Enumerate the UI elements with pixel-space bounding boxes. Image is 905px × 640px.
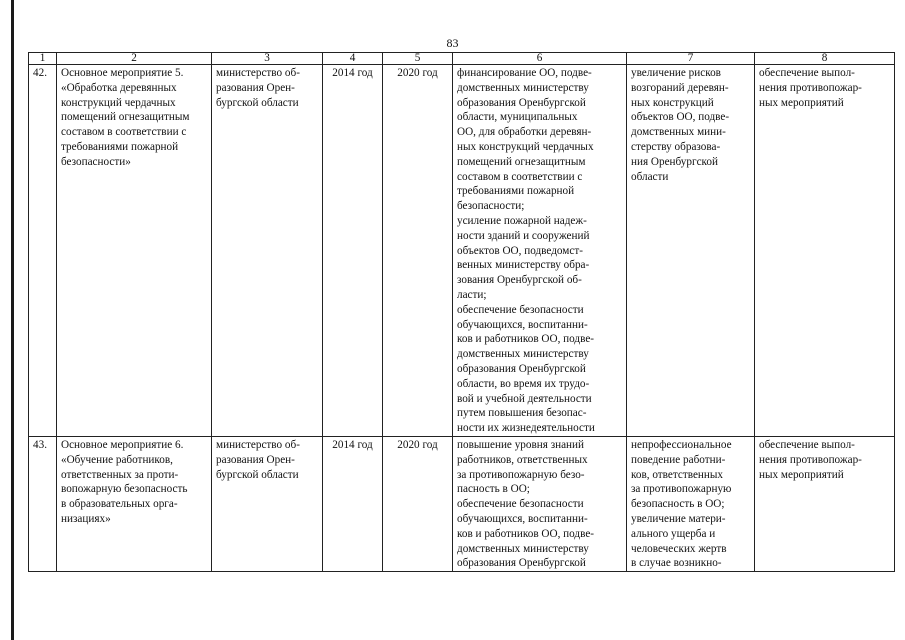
expected-results-cell	[453, 437, 627, 572]
expected-results-cell-line: путем повышения безопас-	[457, 407, 587, 420]
consequences-cell-line: поведение работни-	[631, 453, 726, 466]
consequences-cell-line: ния Оренбургской	[631, 155, 718, 168]
executor-cell	[212, 437, 323, 572]
expected-results-cell-line: ков и работников ОО, подве-	[457, 333, 595, 346]
measure-name-cell-line: в образовательных орга-	[61, 498, 178, 511]
expected-results-cell-line: обеспечение безопасности	[457, 303, 584, 316]
measure-name-cell-line: составом в соответствии с	[61, 126, 187, 139]
executor-cell-line: разования Орен-	[216, 81, 295, 94]
row-number-cell: 42.	[29, 65, 57, 437]
expected-results-cell-line: образования Оренбургской	[457, 96, 586, 109]
expected-results-cell-line: работников, ответственных	[457, 453, 588, 466]
measure-name-cell-line: низациях»	[61, 512, 111, 525]
executor-cell-line: бургской области	[216, 468, 299, 481]
relation-cell-line: ных мероприятий	[759, 96, 844, 109]
consequences-cell-line: ков, ответственных	[631, 468, 724, 481]
expected-results-cell-line: ности их жизнедеятельности	[457, 422, 595, 435]
expected-results-cell-line: обучающихся, воспитанни-	[457, 512, 588, 525]
end-year-cell: 2020 год	[383, 437, 453, 572]
relation-cell-line: нения противопожар-	[759, 81, 862, 94]
executor-cell	[212, 65, 323, 437]
expected-results-cell-line: домственных министерству	[457, 542, 589, 555]
column-number: 8	[755, 53, 895, 65]
expected-results-cell-line: требованиями пожарной	[457, 185, 575, 198]
consequences-cell	[627, 65, 755, 437]
column-number: 1	[29, 53, 57, 65]
consequences-cell-line: непрофессиональное	[631, 439, 732, 451]
relation-cell-line: обеспечение выпол-	[759, 67, 855, 79]
column-number: 6	[453, 53, 627, 65]
expected-results-cell-line: ласти;	[457, 288, 487, 301]
start-year-cell: 2014 год	[323, 65, 383, 437]
expected-results-cell-line: образования Оренбургской	[457, 362, 586, 375]
expected-results-cell-line: области, муниципальных	[457, 111, 578, 124]
expected-results-cell-line: составом в соответствии с	[457, 170, 583, 183]
consequences-cell-line: увеличение матери-	[631, 512, 726, 525]
expected-results-cell-line: помещений огнезащитным	[457, 155, 586, 168]
expected-results-cell	[453, 65, 627, 437]
measure-name-cell-line: безопасности»	[61, 155, 131, 168]
consequences-cell-line: ных конструкций	[631, 96, 714, 109]
expected-results-cell-line: домственных министерству	[457, 81, 589, 94]
measure-name-cell-line: «Обработка деревянных	[61, 81, 177, 94]
consequences-cell-line: безопасность в ОО;	[631, 498, 725, 511]
expected-results-cell-line: ности зданий и сооружений	[457, 229, 590, 242]
table-row	[29, 65, 895, 437]
expected-results-cell-line: домственных министерству	[457, 348, 589, 361]
relation-cell	[755, 437, 895, 572]
executor-cell-line: министерство об-	[216, 67, 300, 79]
relation-cell-line: обеспечение выпол-	[759, 439, 855, 451]
measure-name-cell-line: помещений огнезащитным	[61, 111, 190, 124]
expected-results-cell-line: образования Оренбургской	[457, 557, 586, 570]
expected-results-cell-line: ков и работников ОО, подве-	[457, 527, 595, 540]
column-number: 4	[323, 53, 383, 65]
end-year-cell: 2020 год	[383, 65, 453, 437]
row-number-cell: 43.	[29, 437, 57, 572]
executor-cell-line: разования Орен-	[216, 453, 295, 466]
consequences-cell-line: человеческих жертв	[631, 542, 727, 555]
consequences-cell-line: ального ущерба и	[631, 527, 716, 540]
consequences-cell-line: возгораний деревян-	[631, 81, 729, 94]
column-number: 7	[627, 53, 755, 65]
measure-name-cell	[57, 65, 212, 437]
column-number: 3	[212, 53, 323, 65]
consequences-cell-line: области	[631, 170, 669, 183]
expected-results-cell-line: безопасности;	[457, 200, 525, 213]
executor-cell-line: министерство об-	[216, 439, 300, 451]
column-number: 2	[57, 53, 212, 65]
expected-results-cell-line: усиление пожарной надеж-	[457, 214, 587, 227]
relation-cell-line: ных мероприятий	[759, 468, 844, 481]
measure-name-cell-line: «Обучение работников,	[61, 453, 173, 466]
expected-results-cell-line: обеспечение безопасности	[457, 498, 584, 511]
executor-cell-line: бургской области	[216, 96, 299, 109]
consequences-cell	[627, 437, 755, 572]
expected-results-cell-line: за противопожарную безо-	[457, 468, 585, 481]
consequences-cell-line: домственных мини-	[631, 126, 726, 139]
measure-name-cell	[57, 437, 212, 572]
expected-results-cell-line: повышение уровня знаний	[457, 439, 585, 451]
consequences-cell-line: объектов ОО, подве-	[631, 111, 730, 124]
expected-results-cell-line: финансирование ОО, подве-	[457, 67, 592, 79]
relation-cell-line: нения противопожар-	[759, 453, 862, 466]
measure-name-cell-line: конструкций чердачных	[61, 96, 176, 109]
consequences-cell-line: в случае возникно-	[631, 557, 722, 570]
expected-results-cell-line: области, во время их трудо-	[457, 377, 590, 390]
relation-cell	[755, 65, 895, 437]
page-number: 83	[446, 36, 459, 50]
expected-results-cell-line: вой и учебной деятельности	[457, 392, 592, 405]
measure-name-cell-line: Основное мероприятие 6.	[61, 439, 184, 451]
consequences-cell-line: увеличение рисков	[631, 67, 721, 79]
measure-name-cell-line: требованиями пожарной	[61, 140, 179, 153]
expected-results-cell-line: зования Оренбургской об-	[457, 274, 582, 287]
measure-name-cell-line: Основное мероприятие 5.	[61, 67, 184, 79]
measures-table	[28, 52, 895, 572]
table-row	[29, 437, 895, 572]
page-binding-bar	[11, 0, 14, 640]
expected-results-cell-line: обучающихся, воспитанни-	[457, 318, 588, 331]
column-number: 5	[383, 53, 453, 65]
expected-results-cell-line: ОО, для обработки деревян-	[457, 126, 592, 139]
consequences-cell-line: стерству образова-	[631, 140, 721, 153]
expected-results-cell-line: ных конструкций чердачных	[457, 140, 594, 153]
expected-results-cell-line: венных министерству обра-	[457, 259, 590, 272]
measure-name-cell-line: вопожарную безопасность	[61, 483, 188, 496]
measure-name-cell-line: ответственных за проти-	[61, 468, 179, 481]
consequences-cell-line: за противопожарную	[631, 483, 732, 496]
column-number-row	[29, 53, 895, 65]
expected-results-cell-line: пасность в ОО;	[457, 483, 530, 496]
expected-results-cell-line: объектов ОО, подведомст-	[457, 244, 583, 257]
start-year-cell: 2014 год	[323, 437, 383, 572]
